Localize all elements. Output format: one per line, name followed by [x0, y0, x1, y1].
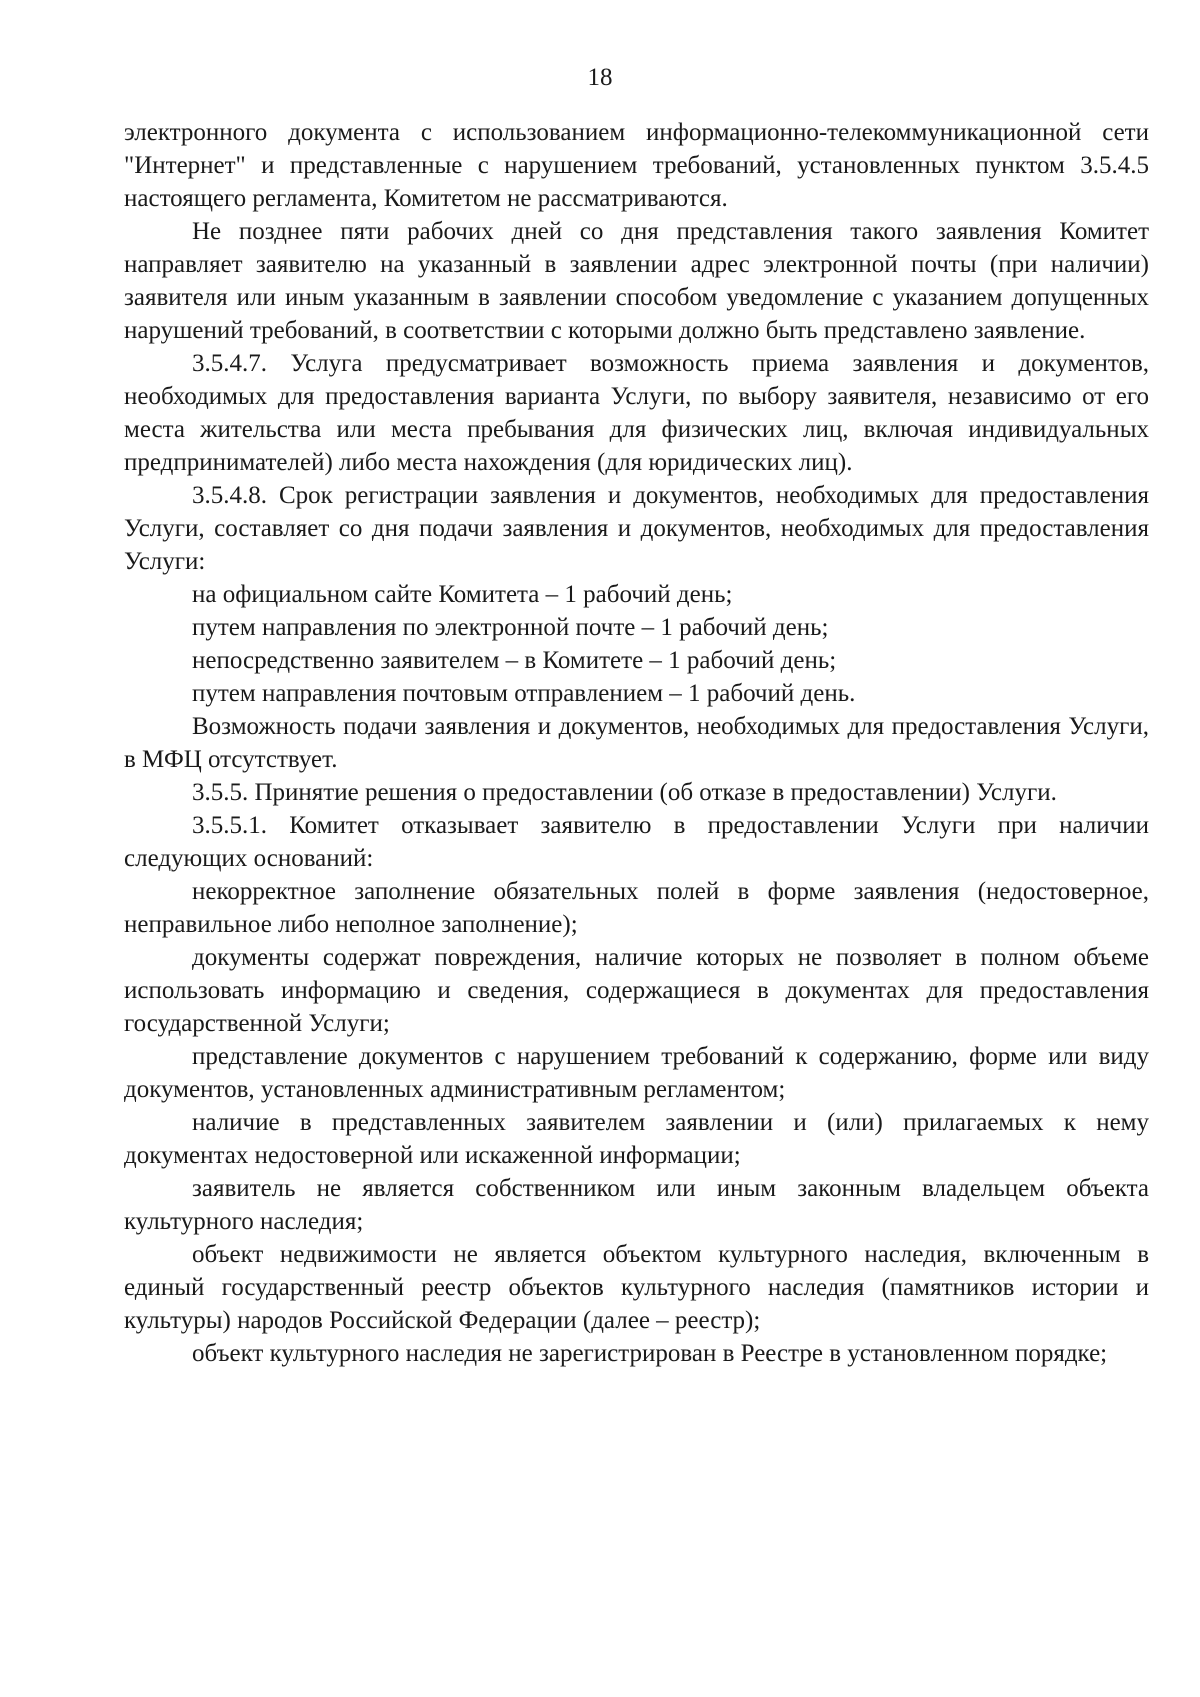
- list-item-refusal-3: представление документов с нарушением требований к содержанию, форме или виду документов, установленных административным регламентом;: [124, 1043, 1149, 1103]
- paragraph-clause-3-5-4-7: 3.5.4.7. Услуга предусматривает возможность приема заявления и документов, необходимых для предоставления варианта Услуги, по выбору заявителя, независимо от его места жительства или места пребывания для физических лиц, включая индивидуальных предпринимателей) либо места нахождения (для юридических лиц).: [124, 350, 1149, 476]
- page-number: 18: [587, 64, 613, 91]
- paragraph-clause-3-5-4-8: 3.5.4.8. Срок регистрации заявления и документов, необходимых для предоставления Услуги, составляет со дня подачи заявления и документов, необходимых для предоставления Услуги:: [124, 482, 1149, 575]
- list-item-post: путем направления почтовым отправлением – 1 рабочий день.: [192, 680, 856, 707]
- list-item-refusal-4: наличие в представленных заявителем заявлении и (или) прилагаемых к нему документах недостоверной или искаженной информации;: [124, 1109, 1149, 1169]
- list-item-refusal-5: заявитель не является собственником или иным законным владельцем объекта культурного наследия;: [124, 1175, 1149, 1235]
- paragraph-notification-deadline: Не позднее пяти рабочих дней со дня представления такого заявления Комитет направляет заявителю на указанный в заявлении адрес электронной почты (при наличии) заявителя или иным указанным в заявлении способом уведомление с указанием допущенных нарушений требований, в соответствии с которыми должно быть представлено заявление.: [124, 218, 1149, 344]
- list-item-refusal-1: некорректное заполнение обязательных полей в форме заявления (недостоверное, неправильное либо неполное заполнение);: [124, 878, 1149, 938]
- list-item-email: путем направления по электронной почте – 1 рабочий день;: [192, 614, 829, 641]
- list-item-website: на официальном сайте Комитета – 1 рабочий день;: [192, 581, 733, 608]
- paragraph-clause-3-5-5: 3.5.5. Принятие решения о предоставлении (об отказе в предоставлении) Услуги.: [192, 779, 1057, 806]
- paragraph-clause-3-5-5-1: 3.5.5.1. Комитет отказывает заявителю в предоставлении Услуги при наличии следующих оснований:: [124, 812, 1149, 872]
- list-item-in-person: непосредственно заявителем – в Комитете – 1 рабочий день;: [192, 647, 837, 674]
- list-item-refusal-2: документы содержат повреждения, наличие которых не позволяет в полном объеме использовать информацию и сведения, содержащиеся в документах для предоставления государственной Услуги;: [124, 944, 1149, 1037]
- paragraph-mfc: Возможность подачи заявления и документов, необходимых для предоставления Услуги, в МФЦ отсутствует.: [124, 713, 1149, 773]
- paragraph-continuation: электронного документа с использованием информационно-телекоммуникационной сети "Интернет" и представленные с нарушением требований, установленных пунктом 3.5.4.5 настоящего регламента, Комитетом не рассматриваются.: [124, 119, 1149, 212]
- list-item-refusal-6: объект недвижимости не является объектом культурного наследия, включенным в единый государственный реестр объектов культурного наследия (памятников истории и культуры) народов Российской Федерации (далее – реестр);: [124, 1241, 1149, 1334]
- list-item-refusal-7: объект культурного наследия не зарегистрирован в Реестре в установленном порядке;: [192, 1340, 1108, 1367]
- document-body: [124, 116, 1149, 1370]
